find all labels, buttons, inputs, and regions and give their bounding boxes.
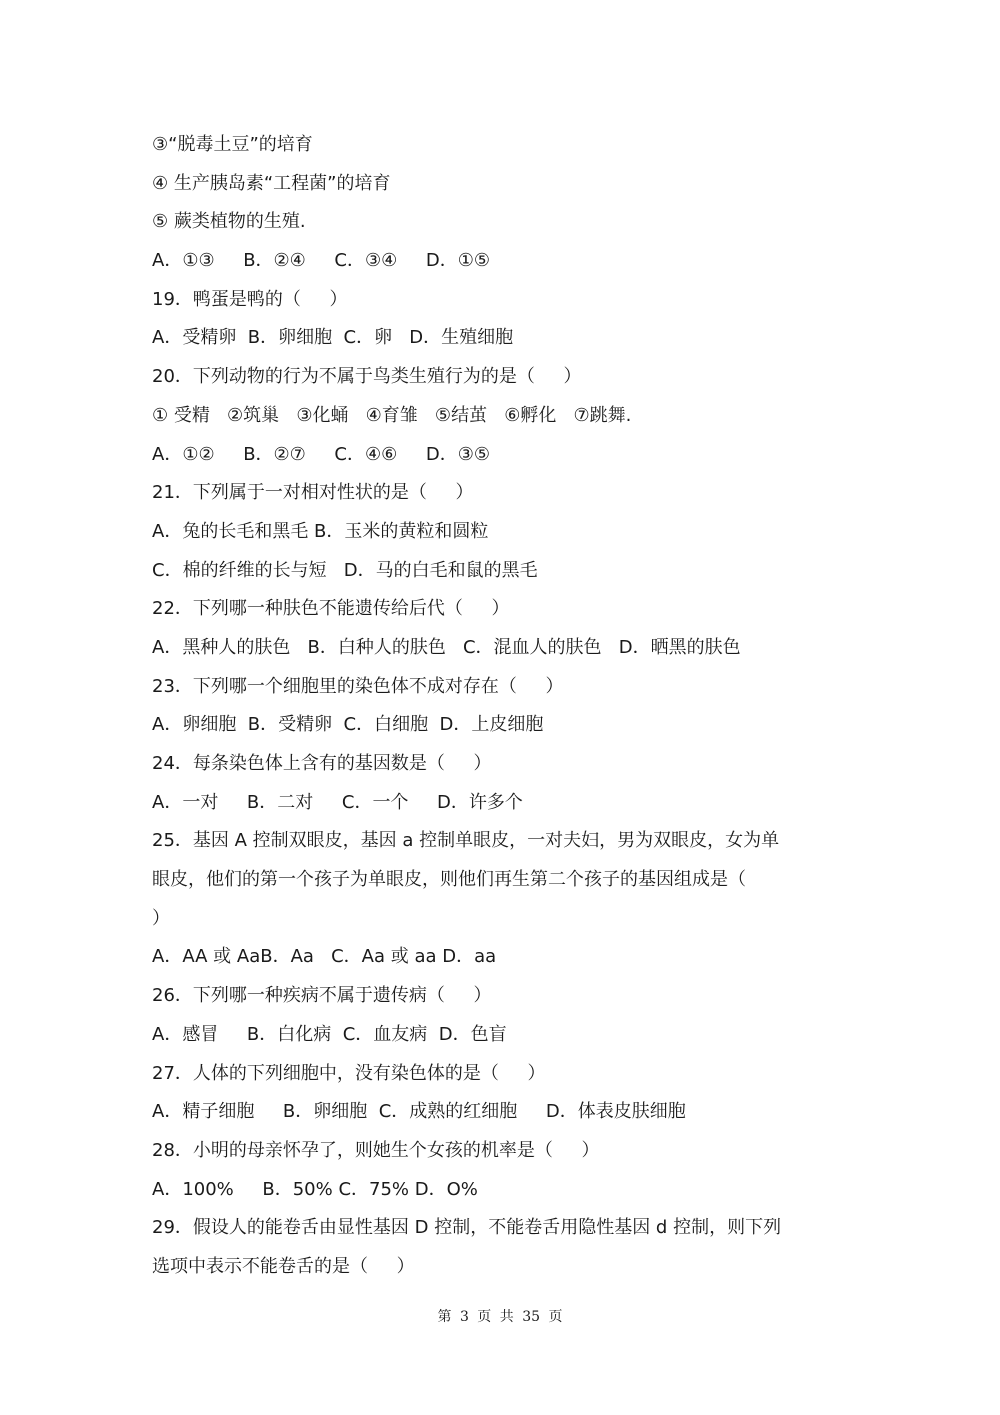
text-line: C．棉的纤维的长与短 D．马的白毛和鼠的黑毛 [152, 559, 538, 581]
text-line: A．感冒 B．白化病 C．血友病 D．色盲 [152, 1023, 507, 1045]
text-line: A．100% B．50% C．75% D．O% [152, 1178, 478, 1200]
text-line: 23．下列哪一个细胞里的染色体不成对存在（ ） [152, 675, 564, 697]
text-line: 25．基因 A 控制双眼皮，基因 a 控制单眼皮，一对夫妇，男为双眼皮，女为单 [152, 830, 780, 852]
text-line: ③“脱毒土豆”的培育 [152, 134, 313, 155]
text-line: A．一对 B．二对 C．一个 D．许多个 [152, 791, 523, 813]
text-line: A．卵细胞 B．受精卵 C．白细胞 D．上皮细胞 [152, 714, 544, 736]
text-line: 29．假设人的能卷舌由显性基因 D 控制，不能卷舌用隐性基因 d 控制，则下列 [152, 1217, 782, 1239]
text-line: 眼皮，他们的第一个孩子为单眼皮，则他们再生第二个孩子的基因组成是（ [152, 869, 746, 891]
text-line: ⑤ 蕨类植物的生殖. [152, 211, 306, 233]
text-line: 21．下列属于一对相对性状的是（ ） [152, 482, 474, 504]
text-line: 选项中表示不能卷舌的是（ ） [152, 1255, 415, 1277]
text-line: A．兔的长毛和黑毛 B．玉米的黄粒和圆粒 [152, 520, 489, 542]
text-line: 19．鸭蛋是鸭的（ ） [152, 288, 348, 310]
text-line: 24．每条染色体上含有的基因数是（ ） [152, 753, 492, 774]
text-line: ① 受精 ②筑巢 ③化蛹 ④育雏 ⑤结茧 ⑥孵化 ⑦跳舞. [152, 404, 632, 426]
text-line: ） [152, 907, 170, 929]
text-line: 22．下列哪一种肤色不能遗传给后代（ ） [152, 598, 510, 620]
page-number-footer: 第 3 页 共 35 页 [437, 1309, 563, 1325]
text-line: A．黑种人的肤色 B．白种人的肤色 C．混血人的肤色 D．晒黑的肤色 [152, 636, 741, 658]
question-text-block [152, 126, 852, 1287]
text-line: 27．人体的下列细胞中，没有染色体的是（ ） [152, 1062, 546, 1084]
text-line: ④ 生产胰岛素“工程菌”的培育 [152, 172, 391, 194]
text-line: 26．下列哪一种疾病不属于遗传病（ ） [152, 985, 492, 1007]
text-line: A．AA 或 AaB．Aa C．Aa 或 aa D．aa [152, 946, 497, 968]
text-line: A．精子细胞 B．卵细胞 C．成熟的红细胞 D．体表皮肤细胞 [152, 1101, 686, 1123]
text-line: 28．小明的母亲怀孕了，则她生个女孩的机率是（ ） [152, 1139, 600, 1161]
text-line: A．①③ B．②④ C．③④ D．①⑤ [152, 250, 491, 272]
text-line: A．①② B．②⑦ C．④⑥ D．③⑤ [152, 443, 491, 465]
text-line: 20．下列动物的行为不属于鸟类生殖行为的是（ ） [152, 366, 582, 388]
text-line: A．受精卵 B．卵细胞 C．卵 D．生殖细胞 [152, 327, 514, 349]
